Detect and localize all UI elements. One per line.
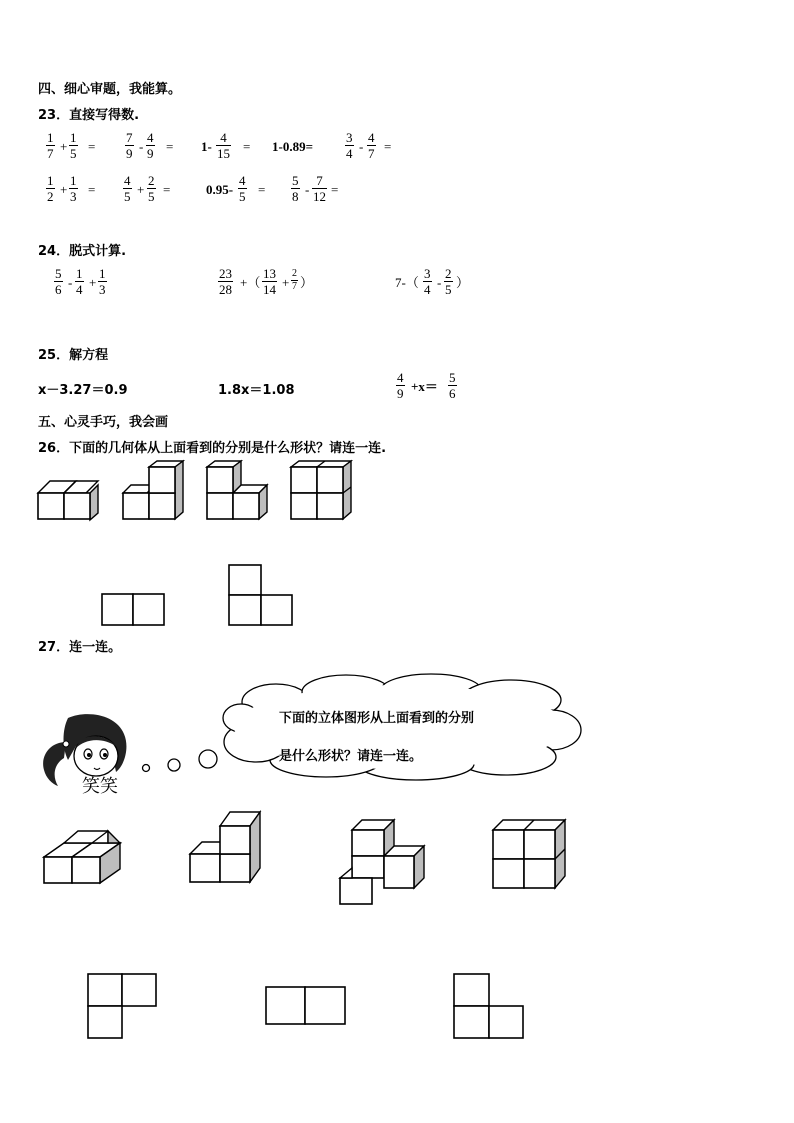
- q27-solid-3[interactable]: [338, 818, 428, 906]
- fraction: $\frac{5}{6}$: [449, 370, 456, 401]
- fraction: $\frac{2}{5}$: [148, 173, 155, 204]
- bubble-line-2: 是什么形状？请连一连。: [279, 749, 423, 764]
- fraction: $\frac{5}{6}$: [55, 266, 62, 297]
- q27-solid-4[interactable]: [491, 818, 569, 890]
- fraction: $\frac{1}{2}$: [47, 173, 54, 204]
- q24-title: 24．脱式计算.: [38, 244, 127, 259]
- equation-1: x－3.27＝0.9: [38, 383, 128, 398]
- character-name: 笑笑: [82, 776, 118, 797]
- fraction: $\frac{4}{5}$: [239, 173, 246, 204]
- fraction: $\frac{7}{9}$: [126, 130, 133, 161]
- q23-title: 23．直接写得数.: [38, 108, 140, 123]
- fraction: $\frac{4}{9}$: [397, 370, 404, 401]
- fraction: $\frac{7}{12}$: [313, 173, 326, 204]
- equation-2: 1.8x＝1.08: [218, 383, 295, 398]
- fraction: $\frac{4}{5}$: [124, 173, 131, 204]
- bubble-line-1: 下面的立体图形从上面看到的分别: [279, 711, 475, 726]
- fraction: $\frac{4}{9}$: [147, 130, 154, 161]
- thought-dots: [138, 745, 222, 775]
- thought-cloud: [216, 672, 584, 782]
- q26-solid-2[interactable]: [121, 460, 185, 522]
- q26-title: 26．下面的几何体从上面看到的分别是什么形状？请连一连.: [38, 441, 387, 456]
- fraction: $\frac{5}{8}$: [292, 173, 299, 204]
- q27-solid-2[interactable]: [188, 808, 264, 884]
- q27-top-view-3[interactable]: [453, 973, 524, 1039]
- q27-solid-1[interactable]: [42, 829, 122, 885]
- q26-top-view-2[interactable]: [228, 564, 293, 626]
- fraction: $\frac{23}{28}$: [219, 266, 232, 297]
- section4-title: 四、细心审题，我能算。: [38, 82, 182, 97]
- q26-solid-1[interactable]: [36, 470, 102, 522]
- fraction: $\frac{1}{3}$: [70, 173, 77, 204]
- q27-top-view-2[interactable]: [265, 986, 346, 1025]
- fraction: $\frac{1}{4}$: [76, 266, 83, 297]
- q26-solid-4[interactable]: [289, 460, 353, 522]
- fraction: $\frac{1}{5}$: [70, 130, 77, 161]
- fraction: $\frac{13}{14}$: [263, 266, 276, 297]
- fraction: $\frac{4}{15}$: [217, 130, 230, 161]
- q26-solid-3[interactable]: [205, 460, 269, 522]
- fraction: $\frac{3}{4}$: [424, 266, 431, 297]
- section5-title: 五、心灵手巧，我会画: [38, 415, 169, 430]
- fraction: $\frac{4}{7}$: [368, 130, 375, 161]
- q27-top-view-1[interactable]: [87, 973, 157, 1039]
- fraction: $\frac{2}{5}$: [445, 266, 452, 297]
- fraction: $\frac{1}{7}$: [47, 130, 54, 161]
- q26-top-view-1[interactable]: [101, 593, 165, 626]
- fraction: $\frac{3}{4}$: [346, 130, 353, 161]
- q25-title: 25．解方程: [38, 348, 109, 363]
- q27-title: 27．连一连。: [38, 640, 122, 655]
- fraction: $\frac{2}{7}$: [292, 268, 297, 292]
- fraction: $\frac{1}{3}$: [99, 266, 106, 297]
